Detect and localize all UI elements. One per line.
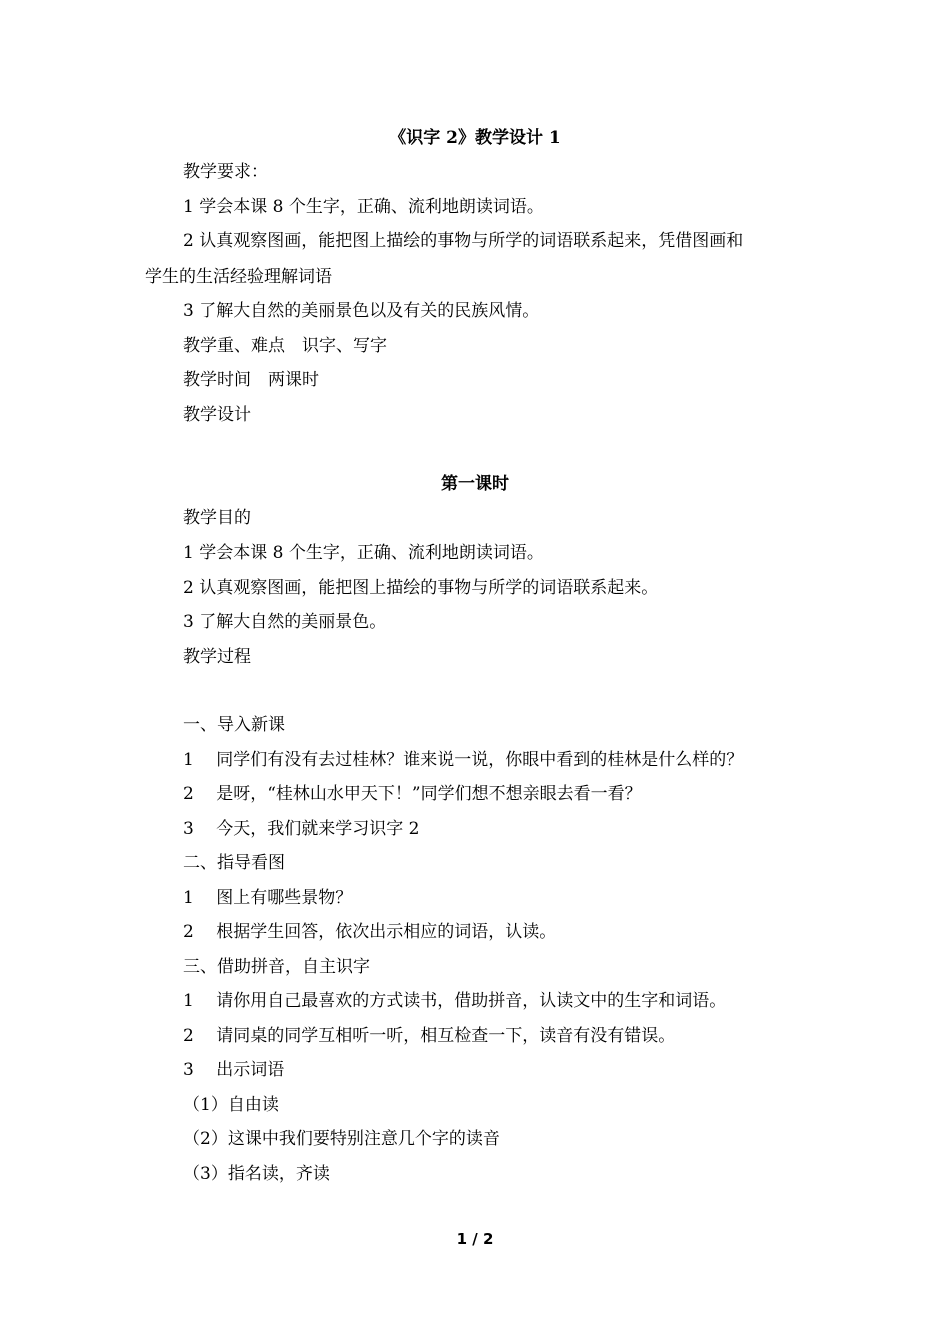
section-item: 1 请你用自己最喜欢的方式读书，借助拼音，认读文中的生字和词语。: [183, 991, 727, 1011]
goals-heading: 教学目的: [183, 508, 251, 528]
goal-item: 1 学会本课 8 个生字，正确、流利地朗读词语。: [183, 543, 544, 563]
section-item: 2 根据学生回答，依次出示相应的词语，认读。: [183, 922, 557, 942]
section-item: 1 同学们有没有去过桂林？谁来说一说，你眼中看到的桂林是什么样的？: [183, 750, 744, 770]
requirement-item: 1 学会本课 8 个生字，正确、流利地朗读词语。: [183, 197, 544, 217]
goal-item: 3 了解大自然的美丽景色。: [183, 612, 387, 632]
requirement-item: 3 了解大自然的美丽景色以及有关的民族风情。: [183, 301, 540, 321]
section-item: 2 请同桌的同学互相听一听，相互检查一下，读音有没有错误。: [183, 1026, 676, 1046]
process-heading: 教学过程: [183, 647, 251, 667]
page-number: 1 / 2: [456, 1230, 494, 1248]
key-points-line: 教学重、难点 识字、写字: [183, 336, 387, 356]
document-title: 《识字 2》教学设计 1: [389, 128, 561, 148]
goal-item: 2 认真观察图画，能把图上描绘的事物与所学的词语联系起来。: [183, 578, 659, 598]
sub-item: （1）自由读: [183, 1095, 279, 1115]
section-heading: 三、借助拼音，自主识字: [183, 957, 370, 977]
section-item: 3 出示词语: [183, 1060, 285, 1080]
requirement-item-continued: 学生的生活经验理解词语: [145, 267, 332, 287]
sub-item: （3）指名读，齐读: [183, 1164, 330, 1184]
section-heading: 一、导入新课: [183, 715, 285, 735]
teaching-design-heading: 教学设计: [183, 405, 251, 425]
section-item: 3 今天，我们就来学习识字 2: [183, 819, 420, 839]
lesson-title: 第一课时: [441, 474, 509, 494]
section-item: 1 图上有哪些景物？: [183, 888, 353, 908]
teaching-time-line: 教学时间 两课时: [183, 370, 319, 390]
section-heading: 二、指导看图: [183, 853, 285, 873]
requirement-item: 2 认真观察图画，能把图上描绘的事物与所学的词语联系起来，凭借图画和: [183, 231, 744, 251]
section-item: 2 是呀，“桂林山水甲天下！”同学们想不想亲眼去看一看？: [183, 784, 642, 804]
requirements-heading: 教学要求：: [183, 162, 268, 182]
sub-item: （2）这课中我们要特别注意几个字的读音: [183, 1129, 500, 1149]
